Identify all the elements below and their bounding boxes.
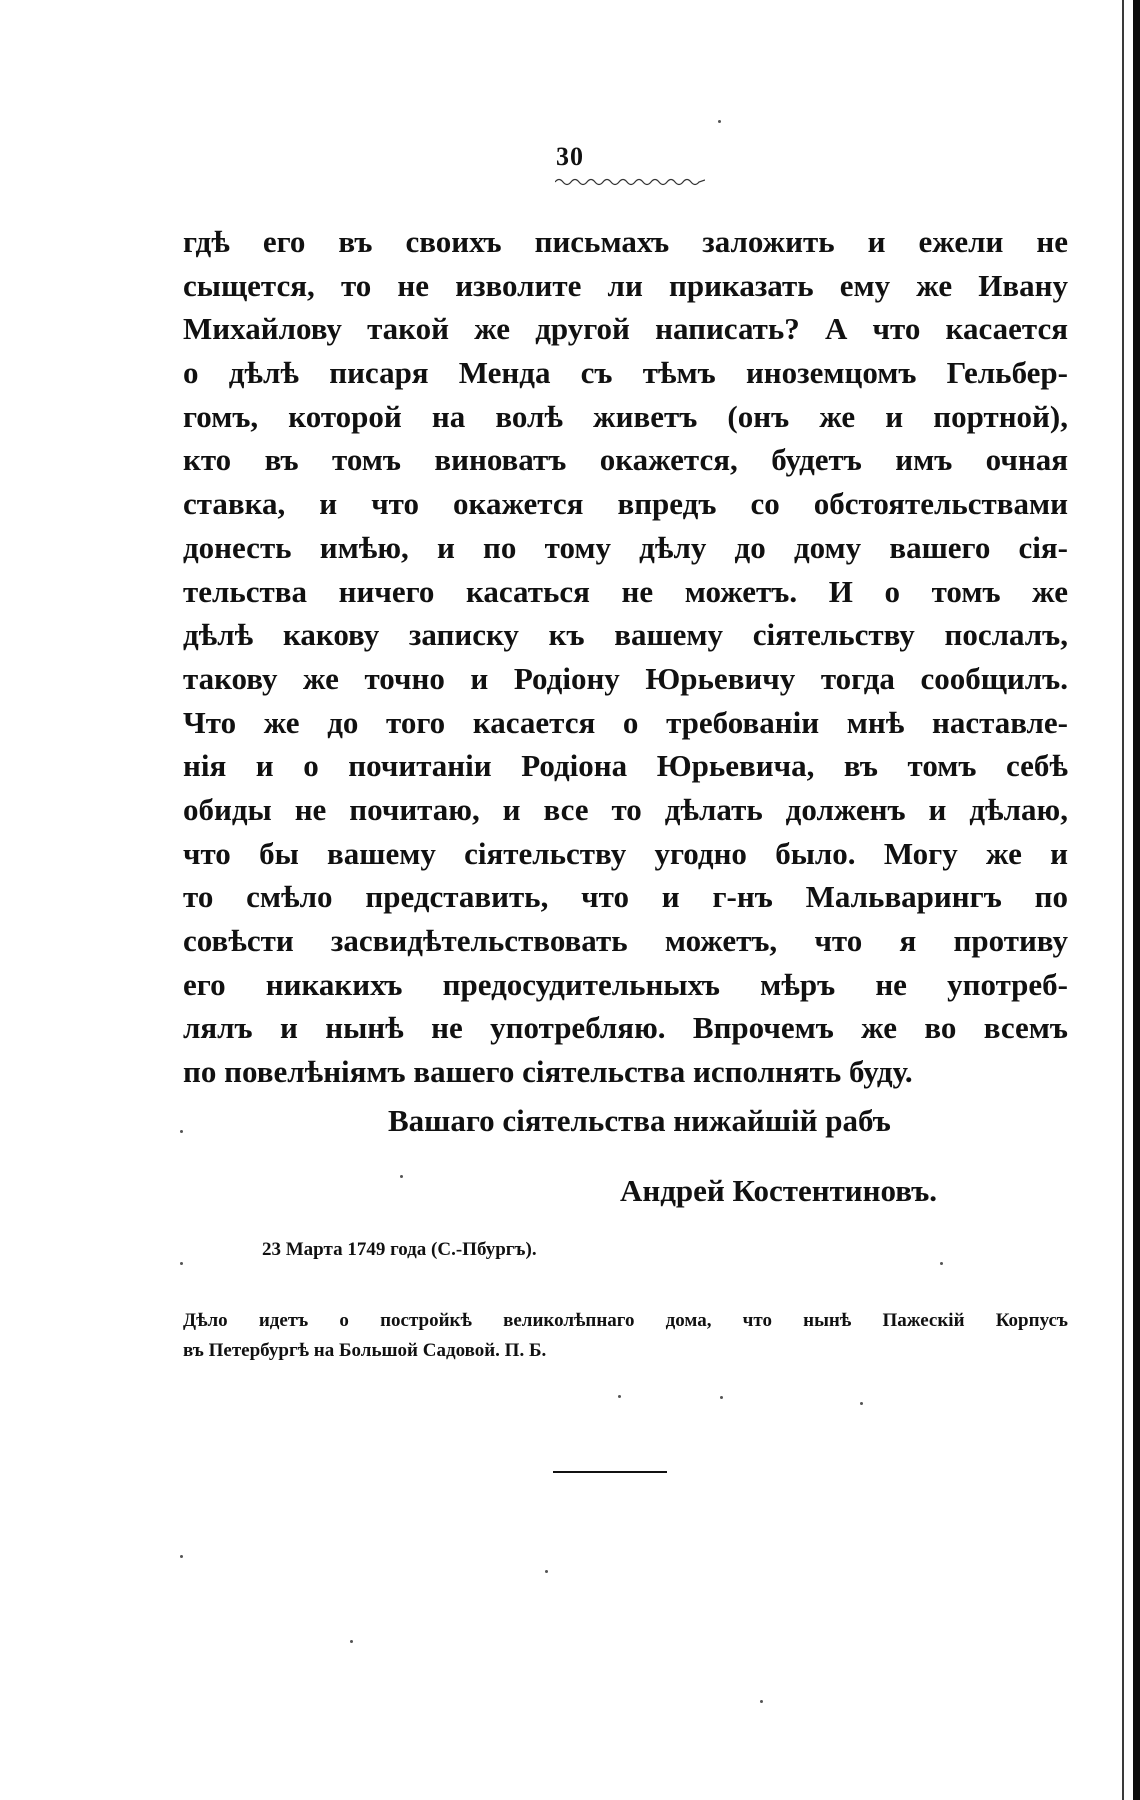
body-line: Михайлову такой же другой написать? А что касается xyxy=(183,311,1068,347)
body-line: Что же до того касается о требованіи мнѣ наставле- xyxy=(183,704,1068,740)
footnote-line: въ Петербургѣ на Большой Садовой. П. Б. xyxy=(183,1340,547,1361)
body-line: по повелѣніямъ вашего сіятельства исполнять буду. xyxy=(183,1054,913,1090)
body-line: дѣлѣ какову записку къ вашему сіятельству послалъ, xyxy=(183,617,1068,653)
body-line: гомъ, которой на волѣ живетъ (онъ же и портной), xyxy=(183,398,1068,434)
end-rule xyxy=(553,1471,667,1473)
body-line: донесть имѣю, и по тому дѣлу до дому вашего сія- xyxy=(183,529,1068,565)
letter-date: 23 Марта 1749 года (С.-Пбургъ). xyxy=(262,1239,537,1260)
letter-body xyxy=(183,220,1068,1094)
page-number: 30 xyxy=(556,142,584,171)
body-line: нія и о почитаніи Родіона Юрьевича, въ томъ себѣ xyxy=(183,748,1068,784)
scan-speck xyxy=(180,1262,183,1265)
body-line: кто въ томъ виноватъ окажется, будетъ имъ очная xyxy=(183,442,1068,478)
scan-speck xyxy=(350,1640,353,1643)
scan-speck xyxy=(545,1570,548,1573)
scan-speck xyxy=(618,1395,621,1398)
body-line: что бы вашему сіятельству угодно было. Могу же и xyxy=(183,835,1068,871)
body-line: тельства ничего касаться не можетъ. И о томъ же xyxy=(183,573,1068,609)
ornament-divider xyxy=(555,176,705,188)
body-line: его никакихъ предосудительныхъ мѣръ не употреб- xyxy=(183,966,1068,1002)
body-line: такову же точно и Родіону Юрьевичу тогда сообщилъ. xyxy=(183,660,1068,696)
signature-name: Андрей Костентиновъ. xyxy=(620,1173,938,1208)
body-line: о дѣлѣ писаря Менда съ тѣмъ иноземцомъ Гельбер- xyxy=(183,355,1068,391)
body-line: сыщется, то не изволите ли приказать ему же Ивану xyxy=(183,267,1068,303)
scan-speck xyxy=(760,1700,763,1703)
body-line: совѣсти засвидѣтельствовать можетъ, что я противу xyxy=(183,923,1068,958)
body-line: ставка, и что окажется впредъ со обстоятельствами xyxy=(183,486,1068,522)
editor-footnote xyxy=(183,1306,1068,1366)
footnote-line: Дѣло идетъ о постройкѣ великолѣпнаго дома, что нынѣ Пажескій Корпусъ xyxy=(183,1310,1068,1331)
page-edge-rule xyxy=(1122,0,1124,1800)
scan-speck xyxy=(180,1555,183,1558)
scan-speck xyxy=(400,1175,403,1178)
body-line: то смѣло представить, что и г-нъ Мальварингъ по xyxy=(183,879,1068,915)
body-line: лялъ и нынѣ не употребляю. Впрочемъ же во всемъ xyxy=(183,1010,1068,1046)
scan-speck xyxy=(718,120,721,123)
scan-speck xyxy=(860,1402,863,1405)
scan-speck xyxy=(180,1130,183,1133)
body-line: обиды не почитаю, и все то дѣлать долженъ и дѣлаю, xyxy=(183,791,1068,827)
scan-speck xyxy=(720,1396,723,1399)
scan-speck xyxy=(940,1262,943,1265)
page-border xyxy=(1133,0,1140,1800)
closing-salutation: Вашаго сіятельства нижайшій рабъ xyxy=(388,1103,891,1138)
body-line: гдѣ его въ своихъ письмахъ заложить и ежели не xyxy=(183,224,1068,259)
